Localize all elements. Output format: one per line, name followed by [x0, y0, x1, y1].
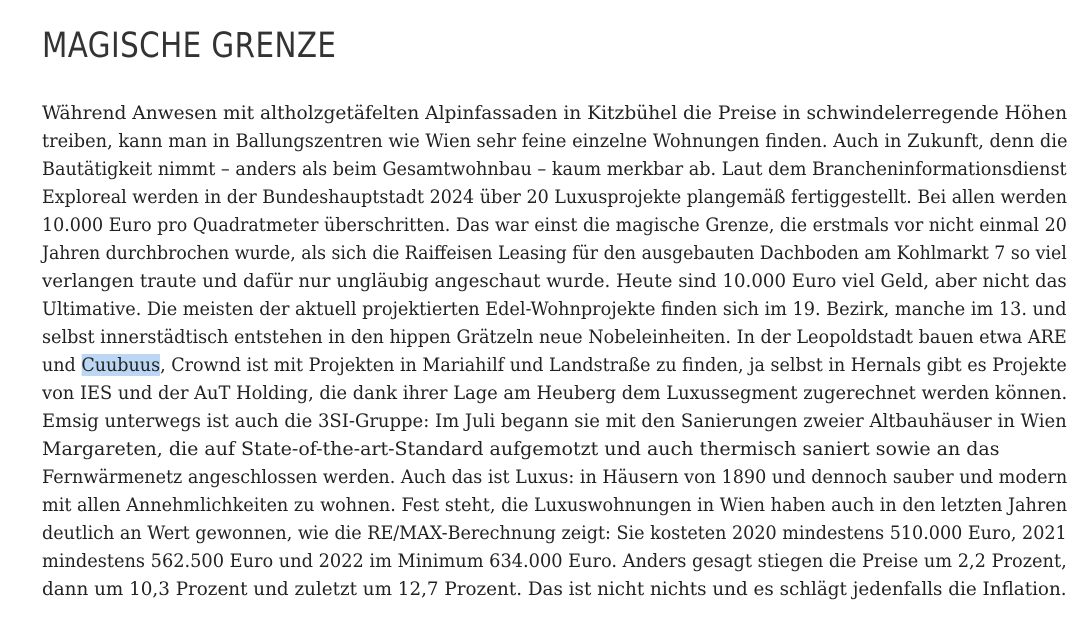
- selected-text[interactable]: Cuubuus: [81, 354, 161, 376]
- paragraph-line-5: 10.000 Euro pro Quadratmeter überschritten. Das war einst die magische Grenze, die erstmals vor nicht einmal 20: [42, 214, 1067, 236]
- line-text-before-selection: und: [42, 354, 82, 376]
- paragraph-line-3: Bautätigkeit nimmt – anders als beim Gesamtwohnbau – kaum merkbar ab. Laut dem Brancheninformationsdienst: [42, 158, 1067, 180]
- article-paragraph: [42, 99, 1072, 603]
- paragraph-line-14: Fernwärmenetz angeschlossen werden. Auch das ist Luxus: in Häusern von 1890 und dennoch sauber und modern: [42, 466, 1068, 488]
- paragraph-line-7: verlangen traute und dafür nur ungläubig angeschaut wurde. Heute sind 10.000 Euro viel Geld, aber nicht das: [42, 270, 1067, 292]
- section-heading: MAGISCHE GRENZE: [42, 26, 337, 66]
- paragraph-line-10: [42, 351, 1067, 379]
- line-text-after-selection: , Crownd ist mit Projekten in Mariahilf und Landstraße zu finden, ja selbst in Hernals gibt es Projekte: [160, 354, 1067, 376]
- paragraph-line-12: Emsig unterwegs ist auch die 3SI-Gruppe: Im Juli begann sie mit den Sanierungen zweier Altbauhäuser in Wien: [42, 410, 1067, 432]
- paragraph-line-15: mit allen Annehmlichkeiten zu wohnen. Fest steht, die Luxuswohnungen in Wien haben auch in den letzten Jahren: [42, 494, 1068, 516]
- paragraph-line-4: Exploreal werden in der Bundeshauptstadt 2024 über 20 Luxusprojekte plangemäß fertiggestellt. Bei allen werden: [42, 186, 1068, 208]
- paragraph-line-8: Ultimative. Die meisten der aktuell projektierten Edel-Wohnprojekte finden sich im 19. Bezirk, manche im 13. und: [42, 298, 1067, 320]
- paragraph-line-1: Während Anwesen mit altholzgetäfelten Alpinfassaden in Kitzbühel die Preise in schwindelerregende Höhen: [42, 102, 1068, 124]
- paragraph-line-17: mindestens 562.500 Euro und 2022 im Minimum 634.000 Euro. Anders gesagt stiegen die Preise um 2,2 Prozent,: [42, 550, 1067, 572]
- paragraph-line-9: selbst innerstädtisch entstehen in den hippen Grätzeln neue Nobeleinheiten. In der Leopoldstadt bauen etwa ARE: [42, 326, 1067, 348]
- paragraph-line-2: treiben, kann man in Ballungszentren wie Wien sehr feine einzelne Wohnungen finden. Auch in Zukunft, denn die: [42, 130, 1068, 152]
- paragraph-line-6: Jahren durchbrochen wurde, als sich die Raiffeisen Leasing für den ausgebauten Dachboden am Kohlmarkt 7 so viel: [42, 242, 1067, 264]
- paragraph-line-18: dann um 10,3 Prozent und zuletzt um 12,7 Prozent. Das ist nicht nichts und es schlägt jedenfalls die Inflation.: [42, 578, 1067, 600]
- paragraph-line-13: Margareten, die auf State-of-the-art-Standard aufgemotzt und auch thermisch saniert sowie an das: [42, 438, 1000, 460]
- paragraph-line-16: deutlich an Wert gewonnen, wie die RE/MAX-Berechnung zeigt: Sie kosteten 2020 mindestens 510.000 Euro, 2021: [42, 522, 1067, 544]
- article: [42, 0, 1072, 600]
- paragraph-line-11: von IES und der AuT Holding, die dank ihrer Lage am Heuberg dem Luxussegment zugerechnet werden können.: [42, 382, 1068, 404]
